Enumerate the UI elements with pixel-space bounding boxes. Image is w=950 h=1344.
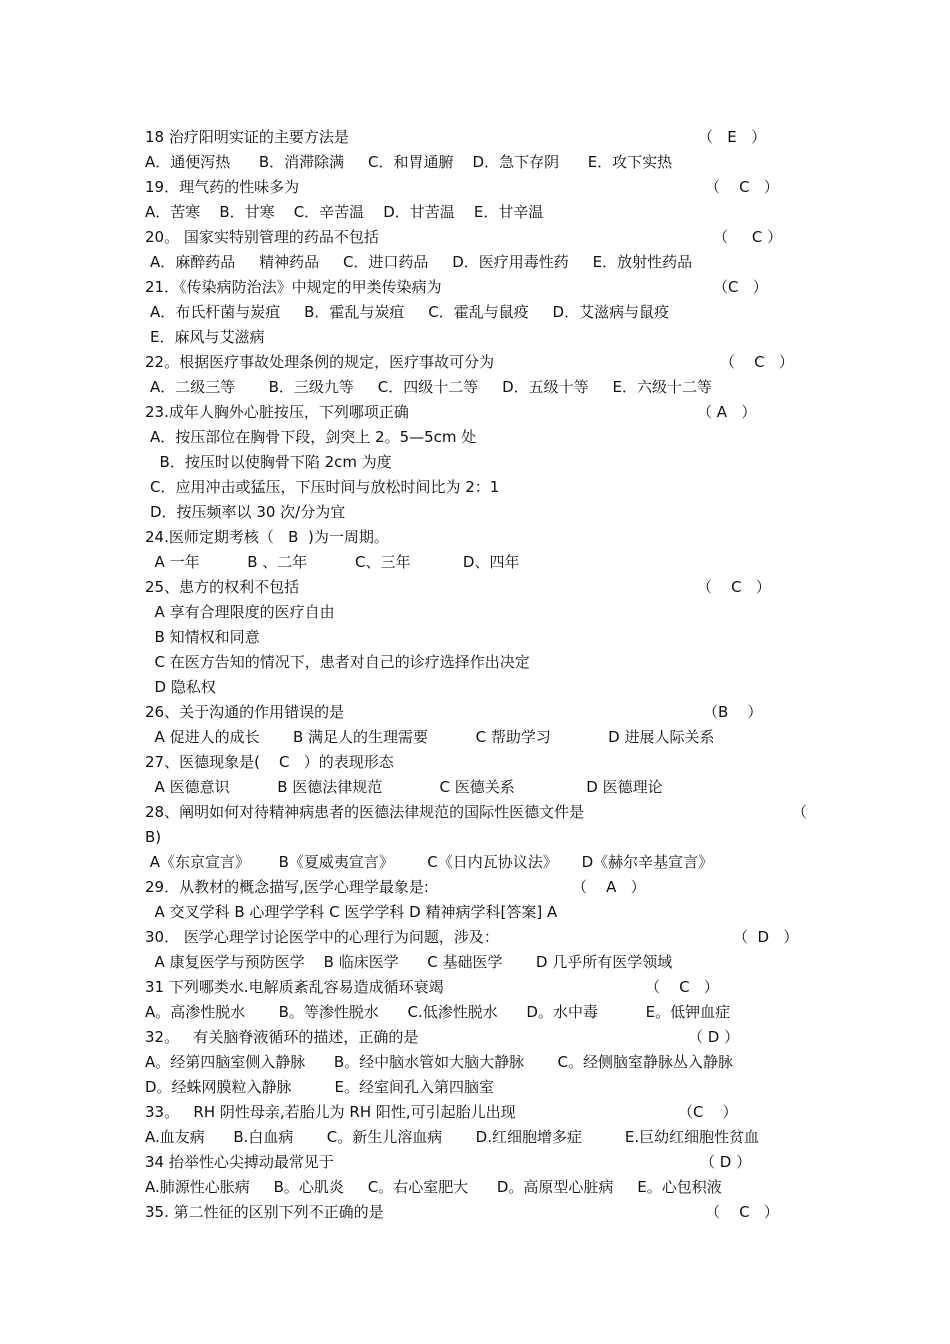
question-26: 26、关于沟通的作用错误的是 [145,703,345,721]
answer-33: （C ） [678,1103,738,1121]
options-32-line1: A。经第四脑室侧入静脉 B。经中脑水管如大脑大静脉 C。经侧脑室静脉丛入静脉 [145,1053,734,1071]
answer-21: （C ） [713,278,768,296]
answer-18: （ E ） [698,128,767,146]
question-18: 18 治疗阳明实证的主要方法是 [145,128,349,146]
options-34: A.肺源性心胀病 B。心肌炎 C。右心室肥大 D。高原型心脏病 E。心包积液 [145,1178,722,1196]
question-35: 35. 第二性征的区别下列不正确的是 [145,1203,384,1221]
answer-32: （ D ） [688,1028,740,1046]
question-24: 24.医师定期考核（ B )为一周期。 [145,528,389,546]
options-21-line2: E．麻风与艾滋病 [150,328,265,346]
options-23-b: B．按压时以使胸骨下陷 2cm 为度 [150,453,392,471]
options-26: A 促进人的成长 B 满足人的生理需要 C 帮助学习 D 进展人际关系 [145,728,715,746]
question-22: 22。根据医疗事故处理条例的规定，医疗事故可分为 [145,353,495,371]
question-32: 32。 有关脑脊液循环的描述，正确的是 [145,1028,419,1046]
options-28: A《东京宣言》 B《夏威夷宣言》 C《日内瓦协议法》 D《赫尔辛基宣言》 [145,853,714,871]
answer-30: （ D ） [733,928,799,946]
options-25-d: D 隐私权 [145,678,216,696]
answer-22: （ C ） [720,353,794,371]
options-32-line2: D。经蛛网膜粒入静脉 E。经室间孔入第四脑室 [145,1078,494,1096]
answer-28-open: （ [792,803,808,821]
answer-25: （ C ） [697,578,771,596]
options-21-line1: A．布氏杆菌与炭疽 B．霍乱与炭疽 C．霍乱与鼠疫 D．艾滋病与鼠疫 [150,303,670,321]
answer-34: （ D ） [700,1153,752,1171]
answer-31: （ C ） [645,978,719,996]
options-25-a: A 享有合理限度的医疗自由 [145,603,335,621]
answer-26: （B ） [703,703,763,721]
question-25: 25、患方的权利不包括 [145,578,300,596]
options-18: A．通便泻热 B．消滞除满 C．和胃通腑 D．急下存阴 E．攻下实热 [145,153,673,171]
options-22: A．二级三等 B．三级九等 C．四级十二等 D．五级十等 E．六级十二等 [150,378,712,396]
options-31: A。高渗性脱水 B。等渗性脱水 C.低渗性脱水 D。水中毒 E。低钾血症 [145,1003,731,1021]
options-25-c: C 在医方告知的情况下，患者对自己的诊疗选择作出决定 [145,653,530,671]
question-27: 27、医德现象是( C ）的表现形态 [145,753,394,771]
options-23-c: C．应用冲击或猛压，下压时间与放松时间比为 2：1 [150,478,500,496]
options-25-b: B 知情权和同意 [145,628,260,646]
answer-35: （ C ） [705,1203,779,1221]
options-29: A 交叉学科 B 心理学学科 C 医学学科 D 精神病学科[答案] A [145,903,558,921]
options-33: A.血友病 B.白血病 C。新生儿溶血病 D.红细胞增多症 E.巨幼红细胞性贫血 [145,1128,760,1146]
options-23-d: D．按压频率以 30 次/分为宜 [150,503,346,521]
question-28: 28、阐明如何对待精神病患者的医德法律规范的国际性医德文件是 [145,803,585,821]
answer-28-close: B) [145,828,162,846]
question-21: 21．《传染病防治法》中规定的甲类传染病为 [145,278,442,296]
answer-20: （ C ） [713,228,783,246]
options-30: A 康复医学与预防医学 B 临床医学 C 基础医学 D 几乎所有医学领域 [145,953,673,971]
answer-19: （ C ） [705,178,779,196]
question-30: 30． 医学心理学讨论医学中的心理行为问题，涉及： [145,928,499,946]
answer-29: （ A ） [572,878,646,896]
question-29: 29．从教材的概念描写,医学心理学最象是: [145,878,429,896]
question-20: 20。 国家实特别管理的药品不包括 [145,228,379,246]
options-19: A．苦寒 B．甘寒 C．辛苦温 D．甘苦温 E．甘辛温 [145,203,544,221]
options-20: A．麻醉药品 精神药品 C．进口药品 D．医疗用毒性药 E．放射性药品 [150,253,693,271]
question-33: 33。 RH 阴性母亲,若胎儿为 RH 阳性,可引起胎儿出现 [145,1103,516,1121]
options-27: A 医德意识 B 医德法律规范 C 医德关系 D 医德理论 [145,778,663,796]
question-19: 19．理气药的性味多为 [145,178,300,196]
question-31: 31 下列哪类水.电解质紊乱容易造成循环衰竭 [145,978,444,996]
options-24: A 一年 B 、二年 C、三年 D、四年 [145,553,520,571]
options-23-a: A．按压部位在胸骨下段，剑突上 2。5—5cm 处 [150,428,477,446]
question-23: 23.成年人胸外心脏按压，下列哪项正确 [145,403,409,421]
question-34: 34 抬举性心尖搏动最常见于 [145,1153,334,1171]
answer-23: （ A ） [697,403,757,421]
